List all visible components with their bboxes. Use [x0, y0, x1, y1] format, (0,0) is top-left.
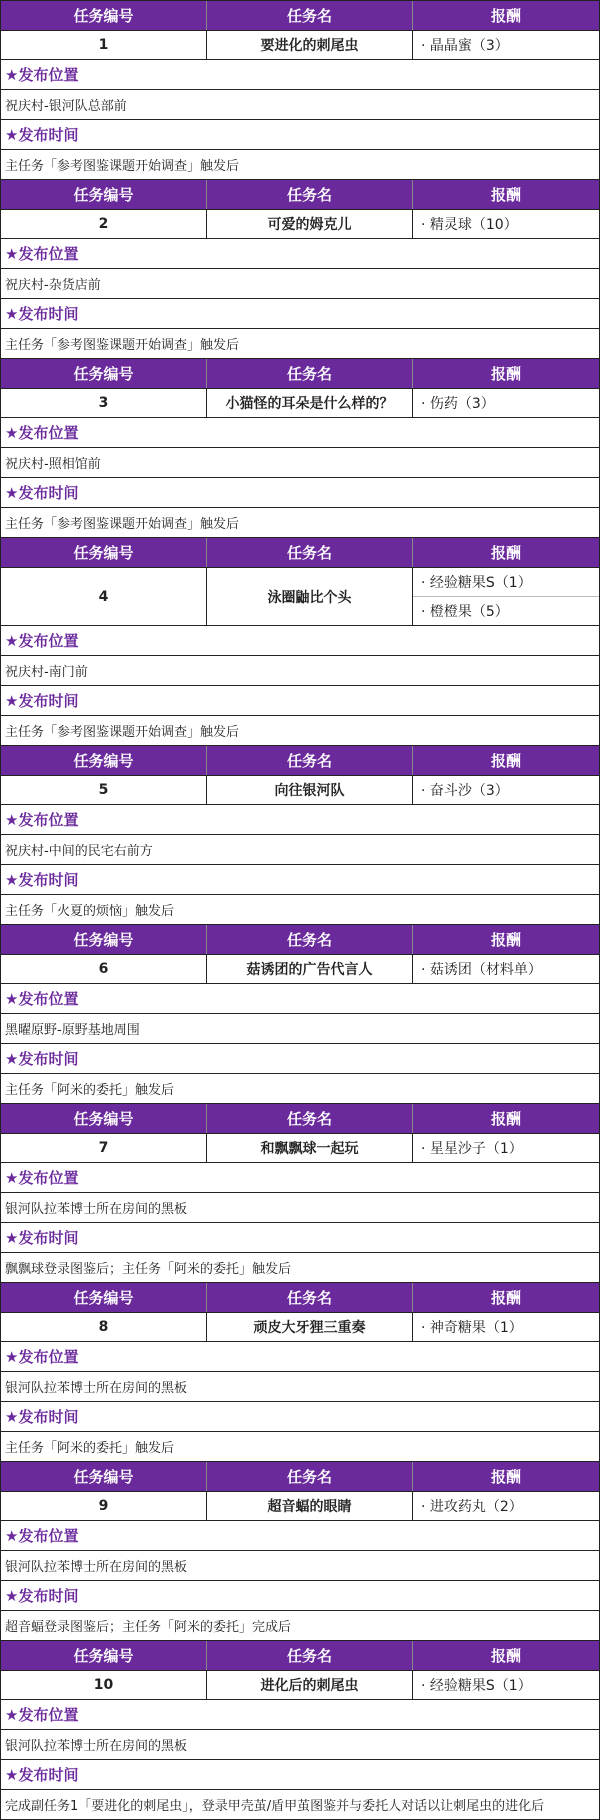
time-value: 主任务「参考图鉴课题开始调查」触发后: [1, 149, 599, 179]
header-quest-id: 任务编号: [73, 1289, 134, 1307]
location-value: 银河队拉苯博士所在房间的黑板: [1, 1192, 599, 1222]
location-value: 祝庆村-银河队总部前: [1, 89, 599, 119]
table-header-row: [1, 179, 599, 209]
quest-name: 和飘飘球一起玩: [206, 1134, 412, 1162]
time-label: ★发布时间: [1, 298, 599, 328]
time-value: 主任务「阿米的委托」触发后: [1, 1431, 599, 1461]
location-value: 银河队拉苯博士所在房间的黑板: [1, 1729, 599, 1759]
time-value: 主任务「参考图鉴课题开始调查」触发后: [1, 507, 599, 537]
table-header-row: [1, 358, 599, 388]
quest-block: [0, 924, 600, 1103]
location-label: ★发布位置: [1, 983, 599, 1013]
time-value: 完成副任务1「要进化的刺尾虫」，登录甲壳茧/盾甲茧图鉴并与委托人对话以让刺尾虫的进化后: [1, 1789, 599, 1820]
quest-block: [0, 1103, 600, 1282]
quest-name: 超音蝠的眼睛: [206, 1492, 412, 1520]
quest-id: 7: [98, 1140, 109, 1156]
header-quest-name: 任务名: [206, 538, 412, 567]
header-quest-id: 任务编号: [73, 7, 134, 25]
reward-item: · 神奇糖果（1）: [421, 1320, 523, 1336]
time-label: ★发布时间: [1, 477, 599, 507]
header-reward: 报酬: [412, 1462, 599, 1491]
time-value: 超音蝠登录图鉴后；主任务「阿米的委托」完成后: [1, 1610, 599, 1640]
table-header-row: [1, 1282, 599, 1312]
header-reward: 报酬: [412, 746, 599, 775]
header-reward: 报酬: [412, 538, 599, 567]
header-quest-id: 任务编号: [73, 1647, 134, 1665]
table-header-row: [1, 1461, 599, 1491]
table-header-row: [1, 1640, 599, 1670]
quest-block: [0, 1461, 600, 1640]
header-quest-name: 任务名: [206, 1104, 412, 1133]
location-value: 银河队拉苯博士所在房间的黑板: [1, 1371, 599, 1401]
location-value: 黑曜原野-原野基地周围: [1, 1013, 599, 1043]
reward-item: · 经验糖果S（1）: [421, 1678, 532, 1694]
header-reward: 报酬: [412, 1, 599, 30]
header-quest-id: 任务编号: [73, 1468, 134, 1486]
quest-id: 8: [98, 1319, 109, 1335]
quest-block: [0, 179, 600, 358]
location-label: ★发布位置: [1, 59, 599, 89]
quest-id: 9: [98, 1498, 109, 1514]
time-label: ★发布时间: [1, 1580, 599, 1610]
header-reward: 报酬: [412, 180, 599, 209]
quest-name: 泳圈鼬比个头: [206, 568, 412, 625]
header-reward: 报酬: [412, 1641, 599, 1670]
table-header-row: [1, 0, 599, 30]
quest-id: 1: [98, 37, 109, 53]
header-quest-id: 任务编号: [73, 186, 134, 204]
quest-rewards: [412, 210, 599, 238]
time-label: ★发布时间: [1, 119, 599, 149]
header-quest-id: 任务编号: [73, 544, 134, 562]
quest-name: 进化后的刺尾虫: [206, 1671, 412, 1699]
table-header-row: [1, 924, 599, 954]
reward-item: · 进攻药丸（2）: [421, 1499, 523, 1515]
location-value: 祝庆村-照相馆前: [1, 447, 599, 477]
header-quest-name: 任务名: [206, 1283, 412, 1312]
reward-item: · 经验糖果S（1）: [421, 575, 532, 591]
quest-row: [1, 567, 599, 625]
table-header-row: [1, 745, 599, 775]
quest-id: 2: [98, 216, 109, 232]
quest-name: 要进化的刺尾虫: [206, 31, 412, 59]
quest-rewards: [412, 568, 599, 625]
quest-id: 4: [98, 588, 109, 605]
quest-name: 可爱的姆克儿: [206, 210, 412, 238]
time-value: 主任务「火夏的烦恼」触发后: [1, 894, 599, 924]
header-quest-name: 任务名: [206, 1641, 412, 1670]
quest-block: [0, 358, 600, 537]
time-label: ★发布时间: [1, 1222, 599, 1252]
time-label: ★发布时间: [1, 864, 599, 894]
quest-rewards: [412, 1134, 599, 1162]
quest-name: 菇诱团的广告代言人: [206, 955, 412, 983]
reward-item: · 奋斗沙（3）: [421, 783, 509, 799]
header-quest-id: 任务编号: [73, 752, 134, 770]
header-quest-name: 任务名: [206, 746, 412, 775]
location-label: ★发布位置: [1, 1699, 599, 1729]
header-reward: 报酬: [412, 925, 599, 954]
quest-name: 顽皮大牙狸三重奏: [206, 1313, 412, 1341]
reward-item: · 橙橙果（5）: [413, 596, 599, 625]
quest-row: [1, 1491, 599, 1520]
header-quest-id: 任务编号: [73, 931, 134, 949]
header-quest-id: 任务编号: [73, 365, 134, 383]
quest-name: 向往银河队: [206, 776, 412, 804]
header-quest-name: 任务名: [206, 180, 412, 209]
quest-id: 3: [98, 395, 109, 411]
location-value: 银河队拉苯博士所在房间的黑板: [1, 1550, 599, 1580]
quest-rewards: [412, 1313, 599, 1341]
location-label: ★发布位置: [1, 804, 599, 834]
time-label: ★发布时间: [1, 1043, 599, 1073]
quest-rewards: [412, 389, 599, 417]
quest-rewards: [412, 776, 599, 804]
location-value: 祝庆村-杂货店前: [1, 268, 599, 298]
time-label: ★发布时间: [1, 1759, 599, 1789]
header-quest-name: 任务名: [206, 925, 412, 954]
time-value: 主任务「参考图鉴课题开始调查」触发后: [1, 715, 599, 745]
reward-item: · 星星沙子（1）: [421, 1141, 523, 1157]
quest-block: [0, 537, 600, 745]
location-label: ★发布位置: [1, 417, 599, 447]
header-reward: 报酬: [412, 359, 599, 388]
header-quest-id: 任务编号: [73, 1110, 134, 1128]
reward-item: · 菇诱团（材料单）: [421, 962, 542, 978]
table-header-row: [1, 1103, 599, 1133]
reward-item: · 伤药（3）: [421, 396, 495, 412]
quest-name: 小猫怪的耳朵是什么样的？: [206, 389, 412, 417]
time-value: 飘飘球登录图鉴后；主任务「阿米的委托」触发后: [1, 1252, 599, 1282]
location-value: 祝庆村-南门前: [1, 655, 599, 685]
location-value: 祝庆村-中间的民宅右前方: [1, 834, 599, 864]
quest-row: [1, 775, 599, 804]
quest-rewards: [412, 955, 599, 983]
header-quest-name: 任务名: [206, 359, 412, 388]
quest-id: 6: [98, 961, 109, 977]
quest-row: [1, 209, 599, 238]
header-reward: 报酬: [412, 1104, 599, 1133]
quest-row: [1, 1670, 599, 1699]
time-value: 主任务「阿米的委托」触发后: [1, 1073, 599, 1103]
quest-block: [0, 1640, 600, 1820]
header-quest-name: 任务名: [206, 1, 412, 30]
quest-id: 5: [98, 782, 109, 798]
quest-rewards: [412, 1492, 599, 1520]
quest-row: [1, 1312, 599, 1341]
time-label: ★发布时间: [1, 685, 599, 715]
quest-block: [0, 745, 600, 924]
quest-row: [1, 30, 599, 59]
header-reward: 报酬: [412, 1283, 599, 1312]
quest-row: [1, 388, 599, 417]
location-label: ★发布位置: [1, 1341, 599, 1371]
quest-row: [1, 954, 599, 983]
quest-rewards: [412, 1671, 599, 1699]
reward-item: · 精灵球（10）: [421, 217, 518, 233]
location-label: ★发布位置: [1, 238, 599, 268]
quest-block: [0, 1282, 600, 1461]
time-label: ★发布时间: [1, 1401, 599, 1431]
quest-row: [1, 1133, 599, 1162]
location-label: ★发布位置: [1, 625, 599, 655]
quest-block: [0, 0, 600, 179]
quest-rewards: [412, 31, 599, 59]
quest-id: 10: [93, 1677, 114, 1693]
location-label: ★发布位置: [1, 1162, 599, 1192]
table-header-row: [1, 537, 599, 567]
time-value: 主任务「参考图鉴课题开始调查」触发后: [1, 328, 599, 358]
reward-item: · 晶晶蜜（3）: [421, 38, 509, 54]
location-label: ★发布位置: [1, 1520, 599, 1550]
header-quest-name: 任务名: [206, 1462, 412, 1491]
